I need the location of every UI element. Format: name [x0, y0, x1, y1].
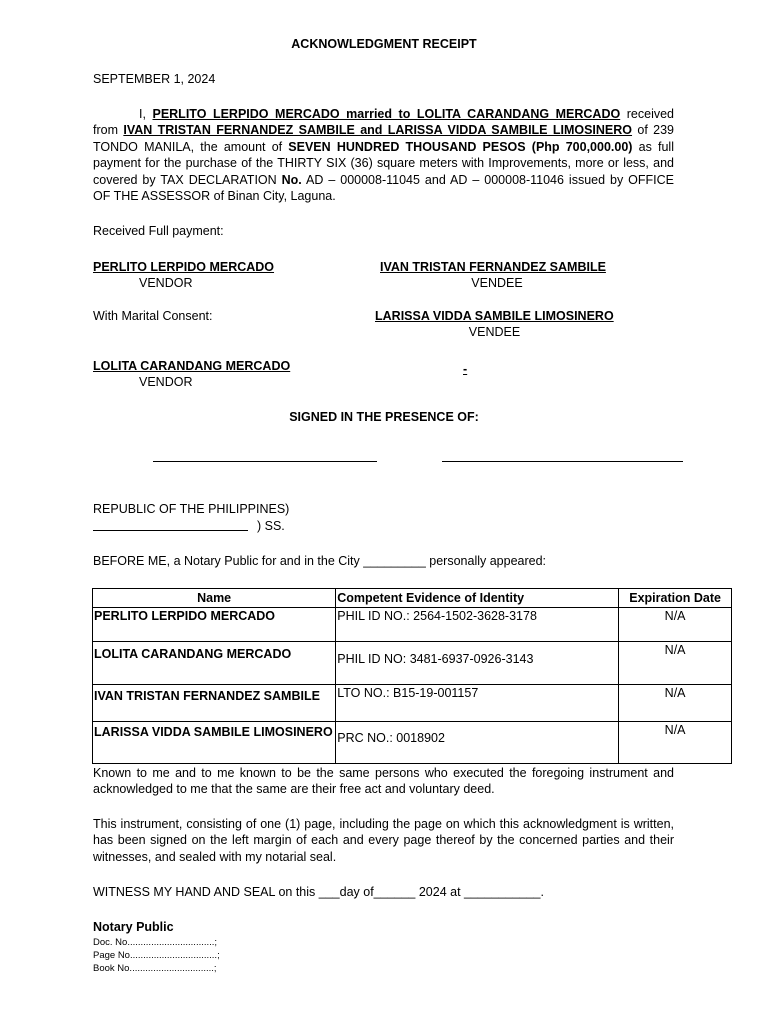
header-expiration: Expiration Date — [619, 589, 732, 608]
vendor2-role: VENDOR — [139, 375, 193, 389]
body-lead: I, — [139, 107, 153, 121]
witness-hand-seal: WITNESS MY HAND AND SEAL on this ___day of______ 2024 at ___________. — [93, 885, 544, 899]
before-me-text: BEFORE ME, a Notary Public for and in the City _________ personally appeared: — [93, 554, 547, 568]
vendees-names: IVAN TRISTAN FERNANDEZ SAMBILE and LARISSA VIDDA SAMBILE LIMOSINERO — [123, 123, 633, 138]
row-evidence: PHIL ID NO: 3481-6937-0926-3143 — [336, 642, 619, 685]
instrument-paragraph: This instrument, consisting of one (1) page, including the page on which this acknowledgment is written, has been signed on the left margin of each and every page thereof by the concerned parties and their witnesses, and sealed with my notarial seal. — [93, 817, 674, 864]
vendor2-name: LOLITA CARANDANG MERCADO — [93, 359, 291, 373]
table-row — [93, 608, 732, 642]
body-purpose: as full payment for the purchase of the THIRTY SIX (36) square meters with Improvements, more or less, and covered by TAX DECLARATION — [93, 139, 674, 187]
vendee2-name: LARISSA VIDDA SAMBILE LIMOSINERO — [375, 309, 614, 323]
witness1-signature-line — [153, 461, 377, 462]
row-name: PERLITO LERPIDO MERCADO — [93, 608, 336, 642]
venue-city-blank — [93, 530, 248, 531]
book-no-line: Book No................................; — [93, 963, 217, 974]
document-date: SEPTEMBER 1, 2024 — [93, 72, 216, 86]
vendee1-name: IVAN TRISTAN FERNANDEZ SAMBILE — [380, 260, 606, 274]
row-expiry: N/A — [619, 642, 732, 685]
row-expiry: N/A — [619, 722, 732, 764]
document-title: ACKNOWLEDGMENT RECEIPT — [291, 37, 477, 51]
vendors-names: PERLITO LERPIDO MERCADO married to LOLITA CARANDANG MERCADO — [152, 107, 621, 121]
body-address: of 239 TONDO MANILA, the amount of — [93, 123, 674, 154]
row-expiry: N/A — [619, 685, 732, 722]
received-full-payment: Received Full payment: — [93, 224, 224, 238]
vendee2-role: VENDEE — [468, 325, 521, 339]
row-evidence: PHIL ID NO.: 2564-1502-3628-3178 — [336, 608, 619, 642]
identity-table — [92, 588, 732, 764]
header-name: Name — [93, 589, 336, 608]
vendee1-role: VENDEE — [471, 276, 523, 290]
row-name: LOLITA CARANDANG MERCADO — [93, 642, 336, 685]
marital-consent-label: With Marital Consent: — [93, 309, 213, 323]
signed-presence-heading: SIGNED IN THE PRESENCE OF: — [289, 410, 479, 424]
page-no-line: Page No.................................; — [93, 950, 220, 961]
venue-republic: REPUBLIC OF THE PHILIPPINES) — [93, 502, 290, 516]
notary-public-label: Notary Public — [93, 920, 174, 934]
vendor1-role: VENDOR — [139, 276, 193, 290]
row-name: IVAN TRISTAN FERNANDEZ SAMBILE — [93, 685, 336, 722]
amount-text: SEVEN HUNDRED THOUSAND PESOS (Php 700,000.00) — [288, 139, 633, 154]
table-header-row — [93, 589, 732, 608]
table-row — [93, 642, 732, 685]
witness2-signature-line — [442, 461, 683, 462]
tax-no-label: No. — [281, 172, 302, 187]
header-evidence: Competent Evidence of Identity — [336, 589, 619, 608]
known-paragraph: Known to me and to me known to be the same persons who executed the foregoing instrument and acknowledged to me that the same are their free act and voluntary deed. — [93, 766, 674, 797]
body-paragraph — [93, 106, 674, 204]
row-expiry: N/A — [619, 608, 732, 642]
row-evidence: LTO NO.: B15-19-001157 — [336, 685, 619, 722]
body-tail: AD – 000008-11045 and AD – 000008-11046 issued by OFFICE OF THE ASSESSOR of Binan City, Laguna. — [93, 172, 674, 204]
doc-no-line: Doc. No.................................; — [93, 937, 218, 948]
vendor1-name: PERLITO LERPIDO MERCADO — [93, 260, 275, 274]
body-received-from: received from — [93, 107, 674, 138]
blank-signature-mark: - — [463, 362, 468, 376]
table-row — [93, 722, 732, 764]
venue-ss: ) SS. — [257, 519, 285, 533]
row-evidence: PRC NO.: 0018902 — [336, 722, 619, 764]
table-row — [93, 685, 732, 722]
row-name: LARISSA VIDDA SAMBILE LIMOSINERO — [93, 722, 336, 764]
